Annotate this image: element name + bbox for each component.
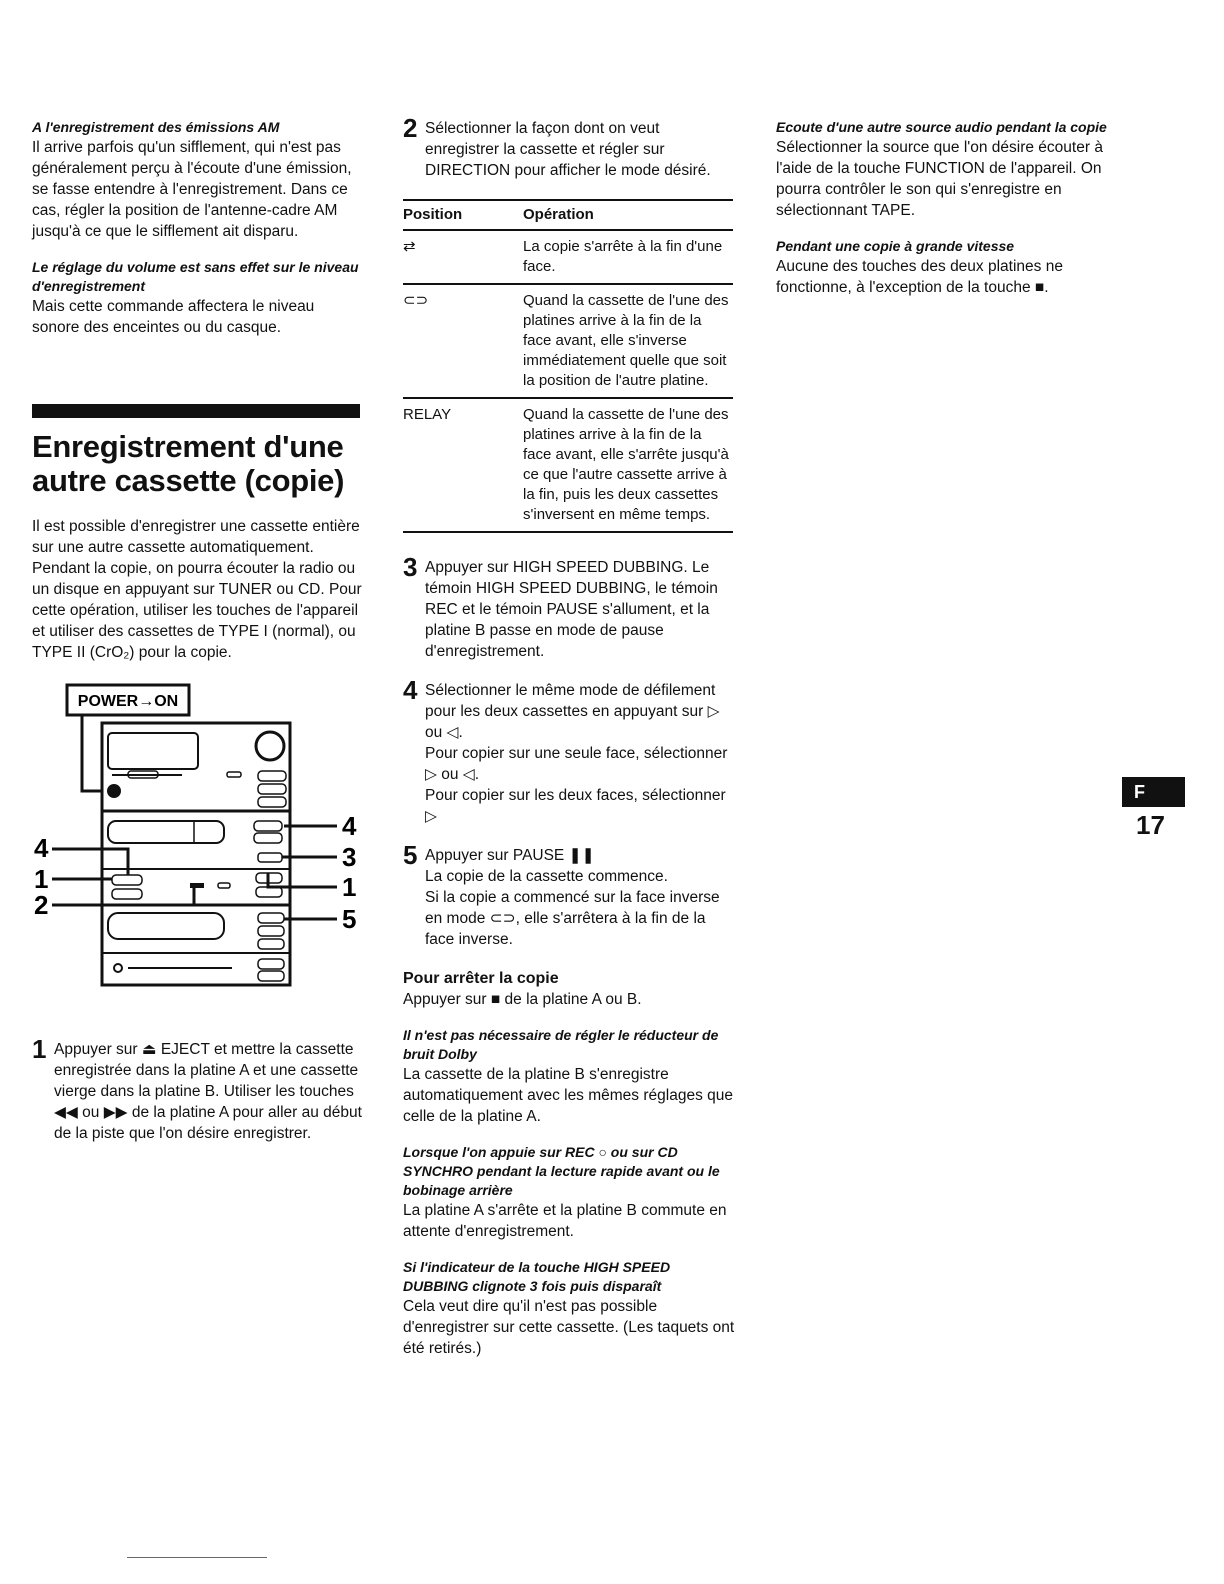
direction-table	[403, 199, 733, 533]
footer-rule	[127, 1557, 267, 1558]
table-row	[403, 398, 733, 532]
note-body-other-source: Sélectionner la source que l'on désire écouter à l'aide de la touche FUNCTION de l'appareil. On pourra contrôler le son qui s'enregistre en sélectionnant TAPE.	[776, 139, 1103, 219]
callout-left-4: 4	[34, 833, 49, 863]
table-cell-operation: Quand la cassette de l'une des platines arrive à la fin de la face avant, elle s'inverse immédiatement quelle que soit la position de l'autre platine.	[523, 284, 733, 398]
column-middle	[403, 113, 735, 1375]
step-5-text-1: Appuyer sur PAUSE ❚❚	[425, 847, 595, 864]
column-right	[776, 118, 1111, 314]
note-body-indicator: Cela veut dire qu'il n'est pas possible d'enregistrer sur cette cassette. (Les taquets ont été retirés.)	[403, 1298, 735, 1357]
stop-copy-body: Appuyer sur ■ de la platine A ou B.	[403, 991, 642, 1008]
note-heading-high-speed: Pendant une copie à grande vitesse	[776, 238, 1015, 254]
step-1-text: Appuyer sur ⏏ EJECT et mettre la cassette enregistrée dans la platine A et une cassette vierge dans la platine B. Utiliser les touches ◀◀ ou ▶▶ de la platine A pour aller au début de la piste que l'on désire enregistrer.	[54, 1041, 362, 1142]
step-4-text-1: Sélectionner le même mode de défilement pour les deux cassettes en appuyant sur ▷ ou ◁.	[425, 682, 720, 741]
callout-right-4: 4	[342, 811, 357, 841]
step-2-text: Sélectionner la façon dont on veut enregistrer la cassette et régler sur DIRECTION pour afficher le mode désiré.	[425, 120, 711, 179]
callout-left-1: 1	[34, 864, 49, 894]
step-1-number: 1	[32, 1034, 47, 1064]
section-rule-bar	[32, 404, 360, 418]
step-2	[403, 113, 735, 181]
step-5-number: 5	[403, 840, 418, 870]
callout-right-3: 3	[342, 842, 357, 872]
step-3-number: 3	[403, 552, 418, 582]
table-cell-position: ⊂⊃	[403, 284, 523, 398]
step-4-text-2: Pour copier sur une seule face, sélectionner ▷ ou ◁.	[425, 745, 728, 783]
table-cell-position: ⇄	[403, 230, 523, 284]
note-heading-am: A l'enregistrement des émissions AM	[32, 119, 280, 135]
language-tab: F	[1122, 777, 1185, 807]
step-4	[403, 675, 735, 827]
column-left	[32, 118, 362, 1162]
stop-copy-heading: Pour arrêter la copie	[403, 970, 559, 987]
note-heading-volume: Le réglage du volume est sans effet sur le niveau d'enregistrement	[32, 259, 359, 294]
step-5-text-3: Si la copie a commencé sur la face inverse en mode ⊂⊃, elle s'arrêtera à la fin de la face inverse.	[425, 889, 720, 948]
note-body-rec-synchro: La platine A s'arrête et la platine B commute en attente d'enregistrement.	[403, 1202, 727, 1240]
callout-right-1: 1	[342, 872, 357, 902]
power-button	[107, 784, 121, 798]
stereo-diagram-svg	[32, 683, 362, 1013]
step-2-number: 2	[403, 113, 418, 143]
step-5-text-2: La copie de la cassette commence.	[425, 868, 668, 885]
table-row	[403, 230, 733, 284]
note-body-high-speed: Aucune des touches des deux platines ne fonctionne, à l'exception de la touche ■.	[776, 258, 1063, 296]
step-3	[403, 552, 735, 662]
callout-right-5: 5	[342, 904, 357, 934]
note-heading-other-source: Ecoute d'une autre source audio pendant la copie	[776, 119, 1107, 135]
note-heading-dolby: Il n'est pas nécessaire de régler le réducteur de bruit Dolby	[403, 1027, 719, 1062]
step-1	[32, 1034, 362, 1144]
table-cell-position: RELAY	[403, 398, 523, 532]
stereo-diagram	[32, 683, 362, 1013]
page-number: 17	[1136, 810, 1165, 840]
table-header-operation: Opération	[523, 200, 733, 230]
note-heading-rec-synchro: Lorsque l'on appuie sur REC ○ ou sur CD SYNCHRO pendant la lecture rapide avant ou le bobinage arrière	[403, 1144, 720, 1198]
table-row	[403, 284, 733, 398]
callout-left-2: 2	[34, 890, 49, 920]
step-3-text: Appuyer sur HIGH SPEED DUBBING. Le témoin HIGH SPEED DUBBING, le témoin REC et le témoin PAUSE s'allument, et la platine B passe en mode de pause d'enregistrement.	[425, 559, 718, 660]
intro-paragraph: Il est possible d'enregistrer une cassette entière sur une autre cassette automatiquement. Pendant la copie, on pourra écouter la radio ou un disque en appuyant sur TUNER ou CD. Pour cette opération, utiliser les touches de l'appareil et utiliser des cassettes de TYPE I (normal), ou TYPE II (CrO₂) pour la copie.	[32, 518, 362, 661]
step-5	[403, 840, 735, 950]
section-title: Enregistrement d'une autre cassette (copie)	[32, 429, 345, 498]
note-body-dolby: La cassette de la platine B s'enregistre automatiquement avec les mêmes réglages que celle de la platine A.	[403, 1066, 733, 1125]
table-header-position: Position	[403, 200, 523, 230]
note-heading-indicator: Si l'indicateur de la touche HIGH SPEED DUBBING clignote 3 fois puis disparaît	[403, 1259, 671, 1294]
unit-body	[102, 723, 290, 985]
power-label-text: POWER→ON	[77, 693, 179, 710]
step-4-number: 4	[403, 675, 418, 705]
table-cell-operation: Quand la cassette de l'une des platines arrive à la fin de la face avant, elle s'arrête jusqu'à ce que l'autre cassette arrive à la fin, puis les deux cassettes s'inversent en même temps.	[523, 398, 733, 532]
step-4-text-3: Pour copier sur les deux faces, sélectionner ▷	[425, 787, 726, 825]
table-cell-operation: La copie s'arrête à la fin d'une face.	[523, 230, 733, 284]
note-body-am: Il arrive parfois qu'un sifflement, qui n'est pas généralement perçu à l'écoute d'une émission, se fasse entendre à l'enregistrement. Dans ce cas, régler la position de l'antenne-cadre AM jusqu'à ce que le sifflement ait disparu.	[32, 139, 352, 240]
note-body-volume: Mais cette commande affectera le niveau sonore des enceintes ou du casque.	[32, 298, 315, 336]
